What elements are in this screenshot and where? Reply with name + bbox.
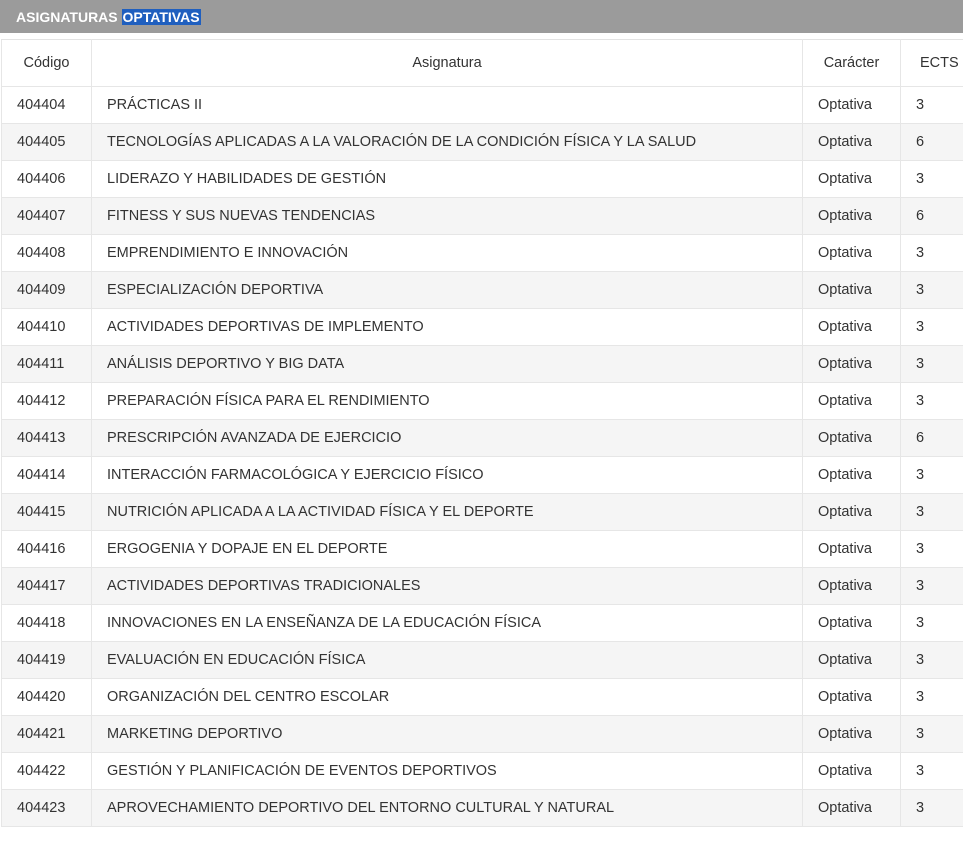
cell-code: 404418 — [2, 605, 92, 642]
cell-type: Optativa — [803, 790, 901, 827]
table-row — [2, 346, 963, 383]
cell-ects: 3 — [901, 457, 963, 494]
section-title-highlight: OPTATIVAS — [122, 8, 200, 25]
cell-code: 404417 — [2, 568, 92, 605]
cell-ects: 3 — [901, 309, 963, 346]
cell-subject: GESTIÓN Y PLANIFICACIÓN DE EVENTOS DEPORTIVOS — [92, 753, 803, 790]
cell-ects: 3 — [901, 161, 963, 198]
cell-subject: PRÁCTICAS II — [92, 87, 803, 124]
cell-type: Optativa — [803, 716, 901, 753]
cell-subject: ANÁLISIS DEPORTIVO Y BIG DATA — [92, 346, 803, 383]
table-row — [2, 420, 963, 457]
cell-code: 404414 — [2, 457, 92, 494]
cell-ects: 3 — [901, 716, 963, 753]
table-row — [2, 531, 963, 568]
cell-ects: 3 — [901, 753, 963, 790]
cell-subject: PREPARACIÓN FÍSICA PARA EL RENDIMIENTO — [92, 383, 803, 420]
table-header-row — [2, 40, 963, 87]
cell-code: 404410 — [2, 309, 92, 346]
table-row — [2, 753, 963, 790]
cell-subject: APROVECHAMIENTO DEPORTIVO DEL ENTORNO CULTURAL Y NATURAL — [92, 790, 803, 827]
cell-ects: 3 — [901, 346, 963, 383]
cell-ects: 3 — [901, 679, 963, 716]
cell-ects: 6 — [901, 124, 963, 161]
cell-ects: 3 — [901, 87, 963, 124]
table-row — [2, 87, 963, 124]
cell-type: Optativa — [803, 198, 901, 235]
section-header — [0, 0, 963, 33]
cell-type: Optativa — [803, 679, 901, 716]
column-header-ects[interactable]: ECTS — [901, 40, 963, 87]
cell-subject: INNOVACIONES EN LA ENSEÑANZA DE LA EDUCACIÓN FÍSICA — [92, 605, 803, 642]
column-header-type[interactable]: Carácter — [803, 40, 901, 87]
cell-code: 404419 — [2, 642, 92, 679]
subjects-table-wrapper — [1, 39, 963, 827]
cell-type: Optativa — [803, 383, 901, 420]
cell-ects: 3 — [901, 383, 963, 420]
cell-type: Optativa — [803, 605, 901, 642]
cell-code: 404411 — [2, 346, 92, 383]
cell-subject: ERGOGENIA Y DOPAJE EN EL DEPORTE — [92, 531, 803, 568]
cell-ects: 6 — [901, 198, 963, 235]
cell-code: 404404 — [2, 87, 92, 124]
cell-type: Optativa — [803, 753, 901, 790]
table-row — [2, 716, 963, 753]
cell-code: 404408 — [2, 235, 92, 272]
cell-code: 404409 — [2, 272, 92, 309]
cell-ects: 3 — [901, 494, 963, 531]
cell-type: Optativa — [803, 272, 901, 309]
cell-code: 404412 — [2, 383, 92, 420]
cell-subject: TECNOLOGÍAS APLICADAS A LA VALORACIÓN DE LA CONDICIÓN FÍSICA Y LA SALUD — [92, 124, 803, 161]
cell-subject: EMPRENDIMIENTO E INNOVACIÓN — [92, 235, 803, 272]
cell-ects: 3 — [901, 642, 963, 679]
cell-subject: ESPECIALIZACIÓN DEPORTIVA — [92, 272, 803, 309]
cell-ects: 6 — [901, 420, 963, 457]
cell-ects: 3 — [901, 568, 963, 605]
table-row — [2, 457, 963, 494]
cell-type: Optativa — [803, 494, 901, 531]
cell-type: Optativa — [803, 124, 901, 161]
cell-type: Optativa — [803, 531, 901, 568]
table-row — [2, 679, 963, 716]
cell-code: 404413 — [2, 420, 92, 457]
cell-subject: EVALUACIÓN EN EDUCACIÓN FÍSICA — [92, 642, 803, 679]
cell-subject: ACTIVIDADES DEPORTIVAS TRADICIONALES — [92, 568, 803, 605]
cell-ects: 3 — [901, 531, 963, 568]
cell-type: Optativa — [803, 346, 901, 383]
table-row — [2, 198, 963, 235]
subjects-table — [1, 39, 963, 827]
cell-code: 404405 — [2, 124, 92, 161]
table-row — [2, 642, 963, 679]
cell-ects: 3 — [901, 235, 963, 272]
cell-subject: PRESCRIPCIÓN AVANZADA DE EJERCICIO — [92, 420, 803, 457]
cell-ects: 3 — [901, 605, 963, 642]
cell-code: 404416 — [2, 531, 92, 568]
cell-type: Optativa — [803, 457, 901, 494]
cell-type: Optativa — [803, 642, 901, 679]
section-title — [16, 9, 201, 25]
table-row — [2, 235, 963, 272]
cell-subject: NUTRICIÓN APLICADA A LA ACTIVIDAD FÍSICA Y EL DEPORTE — [92, 494, 803, 531]
cell-subject: FITNESS Y SUS NUEVAS TENDENCIAS — [92, 198, 803, 235]
table-body — [2, 87, 963, 827]
cell-subject: ORGANIZACIÓN DEL CENTRO ESCOLAR — [92, 679, 803, 716]
cell-type: Optativa — [803, 87, 901, 124]
cell-type: Optativa — [803, 309, 901, 346]
table-row — [2, 568, 963, 605]
table-row — [2, 124, 963, 161]
cell-subject: INTERACCIÓN FARMACOLÓGICA Y EJERCICIO FÍSICO — [92, 457, 803, 494]
cell-subject: ACTIVIDADES DEPORTIVAS DE IMPLEMENTO — [92, 309, 803, 346]
cell-code: 404407 — [2, 198, 92, 235]
cell-type: Optativa — [803, 568, 901, 605]
column-header-subject[interactable]: Asignatura — [92, 40, 803, 87]
table-row — [2, 272, 963, 309]
column-header-code[interactable]: Código — [2, 40, 92, 87]
cell-subject: LIDERAZO Y HABILIDADES DE GESTIÓN — [92, 161, 803, 198]
cell-code: 404423 — [2, 790, 92, 827]
cell-code: 404422 — [2, 753, 92, 790]
section-title-part1: ASIGNATURAS — [16, 8, 122, 25]
cell-type: Optativa — [803, 161, 901, 198]
cell-type: Optativa — [803, 420, 901, 457]
table-row — [2, 790, 963, 827]
cell-code: 404406 — [2, 161, 92, 198]
table-row — [2, 161, 963, 198]
table-row — [2, 383, 963, 420]
cell-code: 404421 — [2, 716, 92, 753]
cell-type: Optativa — [803, 235, 901, 272]
cell-subject: MARKETING DEPORTIVO — [92, 716, 803, 753]
cell-ects: 3 — [901, 272, 963, 309]
table-row — [2, 605, 963, 642]
cell-code: 404415 — [2, 494, 92, 531]
cell-ects: 3 — [901, 790, 963, 827]
table-row — [2, 494, 963, 531]
cell-code: 404420 — [2, 679, 92, 716]
table-row — [2, 309, 963, 346]
